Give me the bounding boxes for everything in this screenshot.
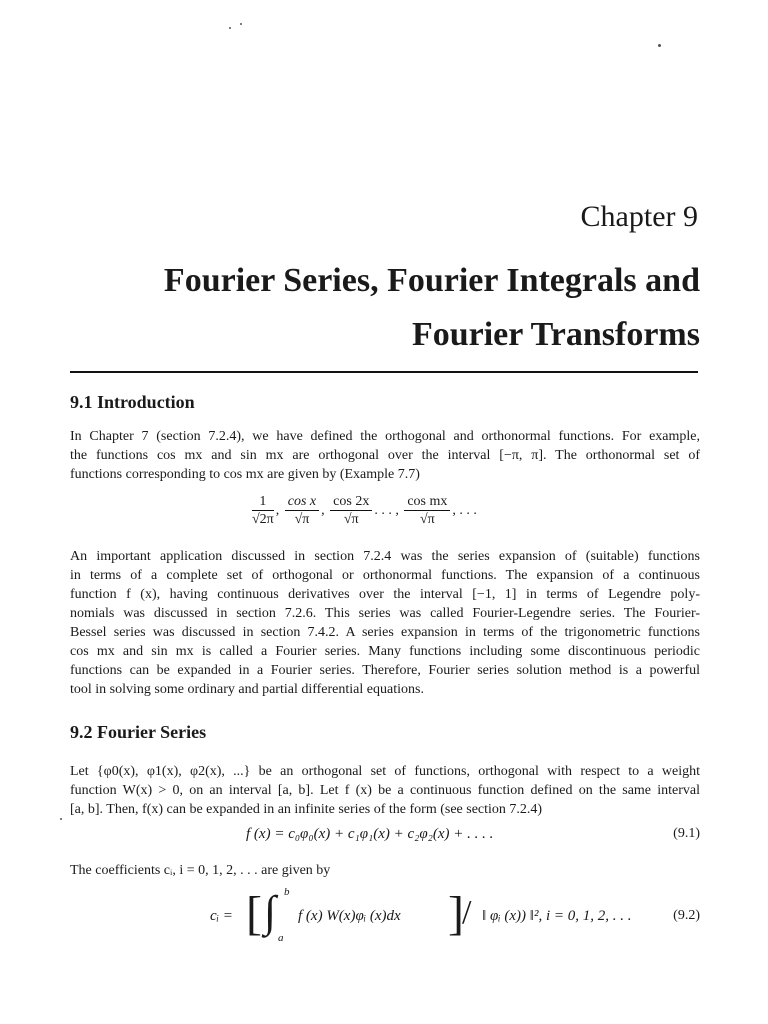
numerator: 1: [252, 494, 274, 511]
equation-number: (9.1): [673, 826, 700, 841]
section-heading-fourier-series: 9.2 Fourier Series: [70, 722, 207, 742]
text-line: Bessel series was discussed in section 7.4.2. A series expansion in terms of the trigonometric functions: [70, 625, 700, 640]
text-line: function f (x), having continuous derivatives over the interval [−1, 1] in terms of Legendre poly-: [70, 587, 700, 602]
text-line: function W(x) > 0, on an interval [a, b]. Let f (x) be a continuous function defined on the same interval: [70, 783, 700, 798]
text-line: tool in solving some ordinary and partial differential equations.: [70, 682, 424, 697]
fraction: [330, 494, 372, 528]
denominator: √π: [419, 512, 435, 527]
section-heading-introduction: 9.1 Introduction: [70, 392, 195, 412]
intro-paragraph-2: [70, 547, 700, 699]
scan-speck: [229, 27, 231, 29]
equation-denominator: ‖ φᵢ (x)) ‖², i = 0, 1, 2, . . .: [482, 908, 632, 924]
intro-paragraph-1: [70, 427, 700, 484]
denominator: √π: [343, 512, 359, 527]
orthonormal-set-formula: $\frac{1}{√2\pi}$ , $\frac{\text{cos x}}{√\pi}$ , $\frac{\cos 2x}{√\pi}$ . . . , $\frac{\text{cos mx}}{√\pi}$ , . . .: [252, 494, 477, 527]
text-line: cos mx and sin mx is called a Fourier series. Many functions including some discontinuous periodic: [70, 644, 700, 659]
text-line: functions corresponding to cos mx are given by (Example 7.7): [70, 467, 420, 482]
numerator: cos 2x: [330, 494, 372, 511]
right-bracket-glyph: ]: [448, 887, 464, 940]
title-divider: [70, 371, 698, 373]
equation-lhs: cᵢ =: [210, 908, 233, 924]
text-line: in terms of a complete set of orthogonal or orthonormal functions. The expansion of a continuous: [70, 568, 700, 583]
text-line: An important application discussed in section 7.2.4 was the series expansion of (suitable) functions: [70, 549, 700, 564]
equation-number: (9.2): [673, 908, 700, 923]
denominator: √2π: [252, 512, 274, 527]
left-bracket-glyph: [: [246, 887, 262, 940]
text-line: the functions cos mx and sin mx are orthogonal over the interval [−π, π]. The orthonormal set of: [70, 448, 700, 463]
denominator: √π: [294, 512, 310, 527]
numerator: cos x: [285, 494, 319, 511]
chapter-label: Chapter 9: [580, 200, 698, 233]
division-slash-glyph: /: [462, 894, 472, 931]
text-line: In Chapter 7 (section 7.2.4), we have defined the orthogonal and orthonormal functions. For example,: [70, 429, 700, 444]
text-line: nomials was discussed in section 7.2.6. This series was called Fourier-Legendre series. The Fourier-: [70, 606, 700, 621]
integral-upper-limit: b: [284, 886, 290, 898]
equation-9-2: [70, 886, 700, 954]
coefficients-text: [70, 861, 700, 880]
trailing-ellipsis: , . . .: [452, 503, 477, 519]
fraction: [404, 494, 450, 528]
text-line: The coefficients cᵢ, i = 0, 1, 2, . . . are given by: [70, 863, 331, 878]
text-line: [a, b]. Then, f(x) can be expanded in an infinite series of the form (see section 7.2.4): [70, 802, 543, 817]
scan-speck: [240, 23, 242, 25]
integral-sign-glyph: ∫: [264, 887, 277, 936]
chapter-title: [40, 254, 700, 361]
text-line: Let {φ0(x), φ1(x), φ2(x), ...} be an orthogonal set of functions, orthogonal with respect to a weight: [70, 764, 700, 779]
scan-speck: [658, 44, 661, 47]
numerator: cos mx: [404, 494, 450, 511]
fraction: [252, 494, 274, 528]
fraction: [285, 494, 319, 528]
ellipsis: . . . ,: [374, 503, 399, 519]
chapter-title-line1: Fourier Series, Fourier Integrals and: [163, 262, 700, 299]
text-line: functions can be expanded in a Fourier series. Therefore, Fourier series solution method is a powerful: [70, 663, 700, 678]
equation-body: f (x) = c₀φ₀(x) + c₁φ₁(x) + c₂φ₂(x) + . . . .: [246, 826, 494, 842]
scan-speck: [60, 818, 62, 820]
fourier-series-paragraph: [70, 762, 700, 819]
integral-lower-limit: a: [278, 932, 284, 944]
chapter-title-line2: Fourier Transforms: [411, 315, 700, 353]
integrand: f (x) W(x)φᵢ (x)dx: [298, 908, 401, 924]
